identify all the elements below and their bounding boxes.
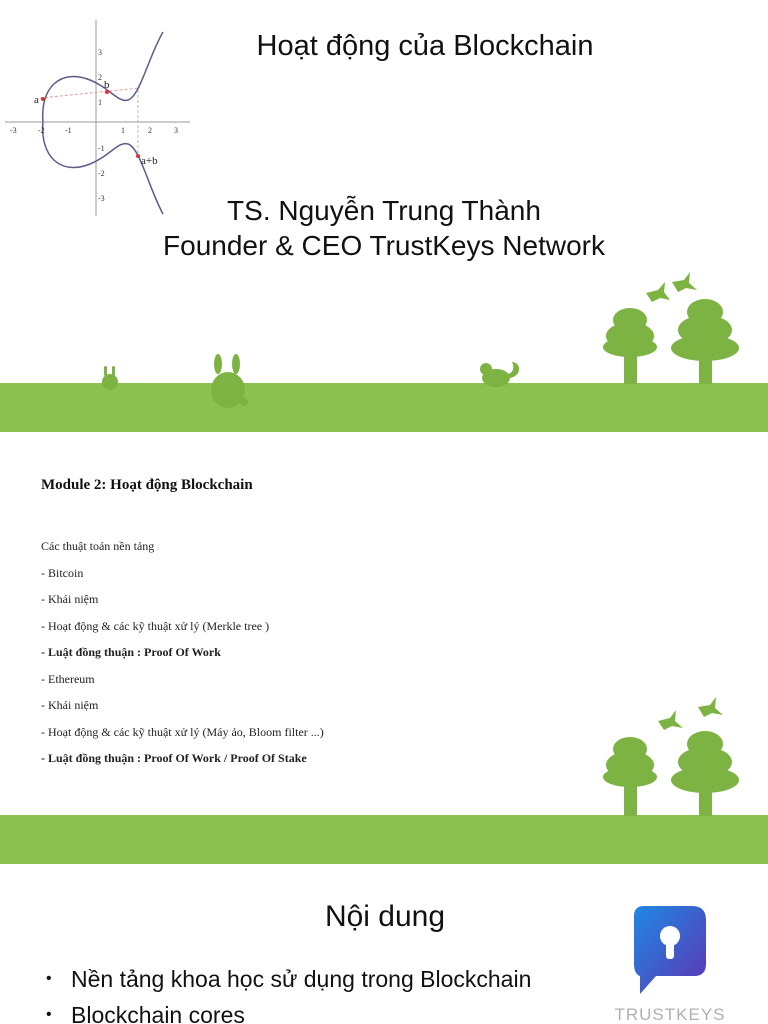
- logo-wordmark: TRUSTKEYS: [614, 1005, 726, 1024]
- module-title: Module 2: Hoạt động Blockchain: [41, 477, 253, 493]
- rabbit-icon: [102, 366, 118, 390]
- x-tick: 3: [174, 126, 178, 135]
- rabbit-icon: [211, 354, 248, 408]
- curve-label-a-plus-b: a+b: [141, 155, 158, 167]
- nature-scene: [0, 437, 768, 864]
- x-tick: -3: [10, 126, 17, 135]
- y-tick: -2: [98, 169, 105, 178]
- trustkeys-keyhole-logo: [600, 884, 740, 1024]
- slide-module: [0, 437, 768, 864]
- list-item: [40, 964, 531, 1000]
- list-item: - Hoạt động & các kỹ thuật xử lý (Merkle tree ): [41, 618, 270, 633]
- y-tick: 2: [98, 73, 102, 82]
- nature-scene: [0, 0, 768, 432]
- bird-icon: [646, 282, 670, 302]
- list-item: - Ethereum: [41, 671, 95, 686]
- list-item: Các thuật toán nền tảng: [41, 539, 155, 553]
- list-item: - Khái niệm: [41, 592, 99, 606]
- tree-icon: [671, 299, 739, 384]
- slide-title: [0, 0, 768, 432]
- squirrel-icon: [480, 362, 519, 387]
- list-item: - Hoạt động & các kỹ thuật xử lý (Máy ảo, Bloom filter ...): [41, 724, 324, 739]
- y-tick: -1: [98, 144, 105, 153]
- bullet-text: Nền tảng khoa học sử dụng trong Blockchain: [71, 966, 532, 992]
- list-item: - Khái niệm: [41, 698, 99, 712]
- y-tick: 1: [98, 98, 102, 107]
- x-tick: 1: [121, 126, 125, 135]
- list-item: - Luật đồng thuận : Proof Of Work / Proof Of Stake: [41, 751, 307, 765]
- contents-title: Nội dung: [324, 900, 446, 933]
- y-tick: -3: [98, 194, 105, 203]
- y-tick: 3: [98, 48, 102, 57]
- slide-contents: [0, 864, 768, 1024]
- contents-list: [40, 964, 531, 1024]
- x-tick: -2: [38, 126, 45, 135]
- author-name: TS. Nguyễn Trung Thành: [227, 195, 541, 226]
- curve-label-b: b: [104, 79, 110, 91]
- tree-icon: [603, 308, 657, 384]
- bird-icon: [698, 697, 723, 717]
- tree-icon: [603, 737, 657, 816]
- list-item: - Bitcoin: [41, 565, 84, 580]
- bullet-dot: •: [46, 1006, 52, 1023]
- tree-icon: [671, 731, 739, 816]
- bird-icon: [658, 710, 683, 730]
- x-tick: 2: [148, 126, 152, 135]
- bird-icon: [672, 272, 697, 292]
- bullet-text: Blockchain cores: [71, 1002, 245, 1024]
- curve-label-a: a: [34, 94, 39, 106]
- list-item: [40, 1000, 531, 1024]
- list-item: - Luật đồng thuận : Proof Of Work: [41, 645, 221, 659]
- bullet-dot: •: [46, 970, 52, 987]
- x-tick: -1: [65, 126, 72, 135]
- author-role: Founder & CEO TrustKeys Network: [163, 230, 605, 261]
- slide-title-text: Hoạt động của Blockchain: [256, 30, 594, 62]
